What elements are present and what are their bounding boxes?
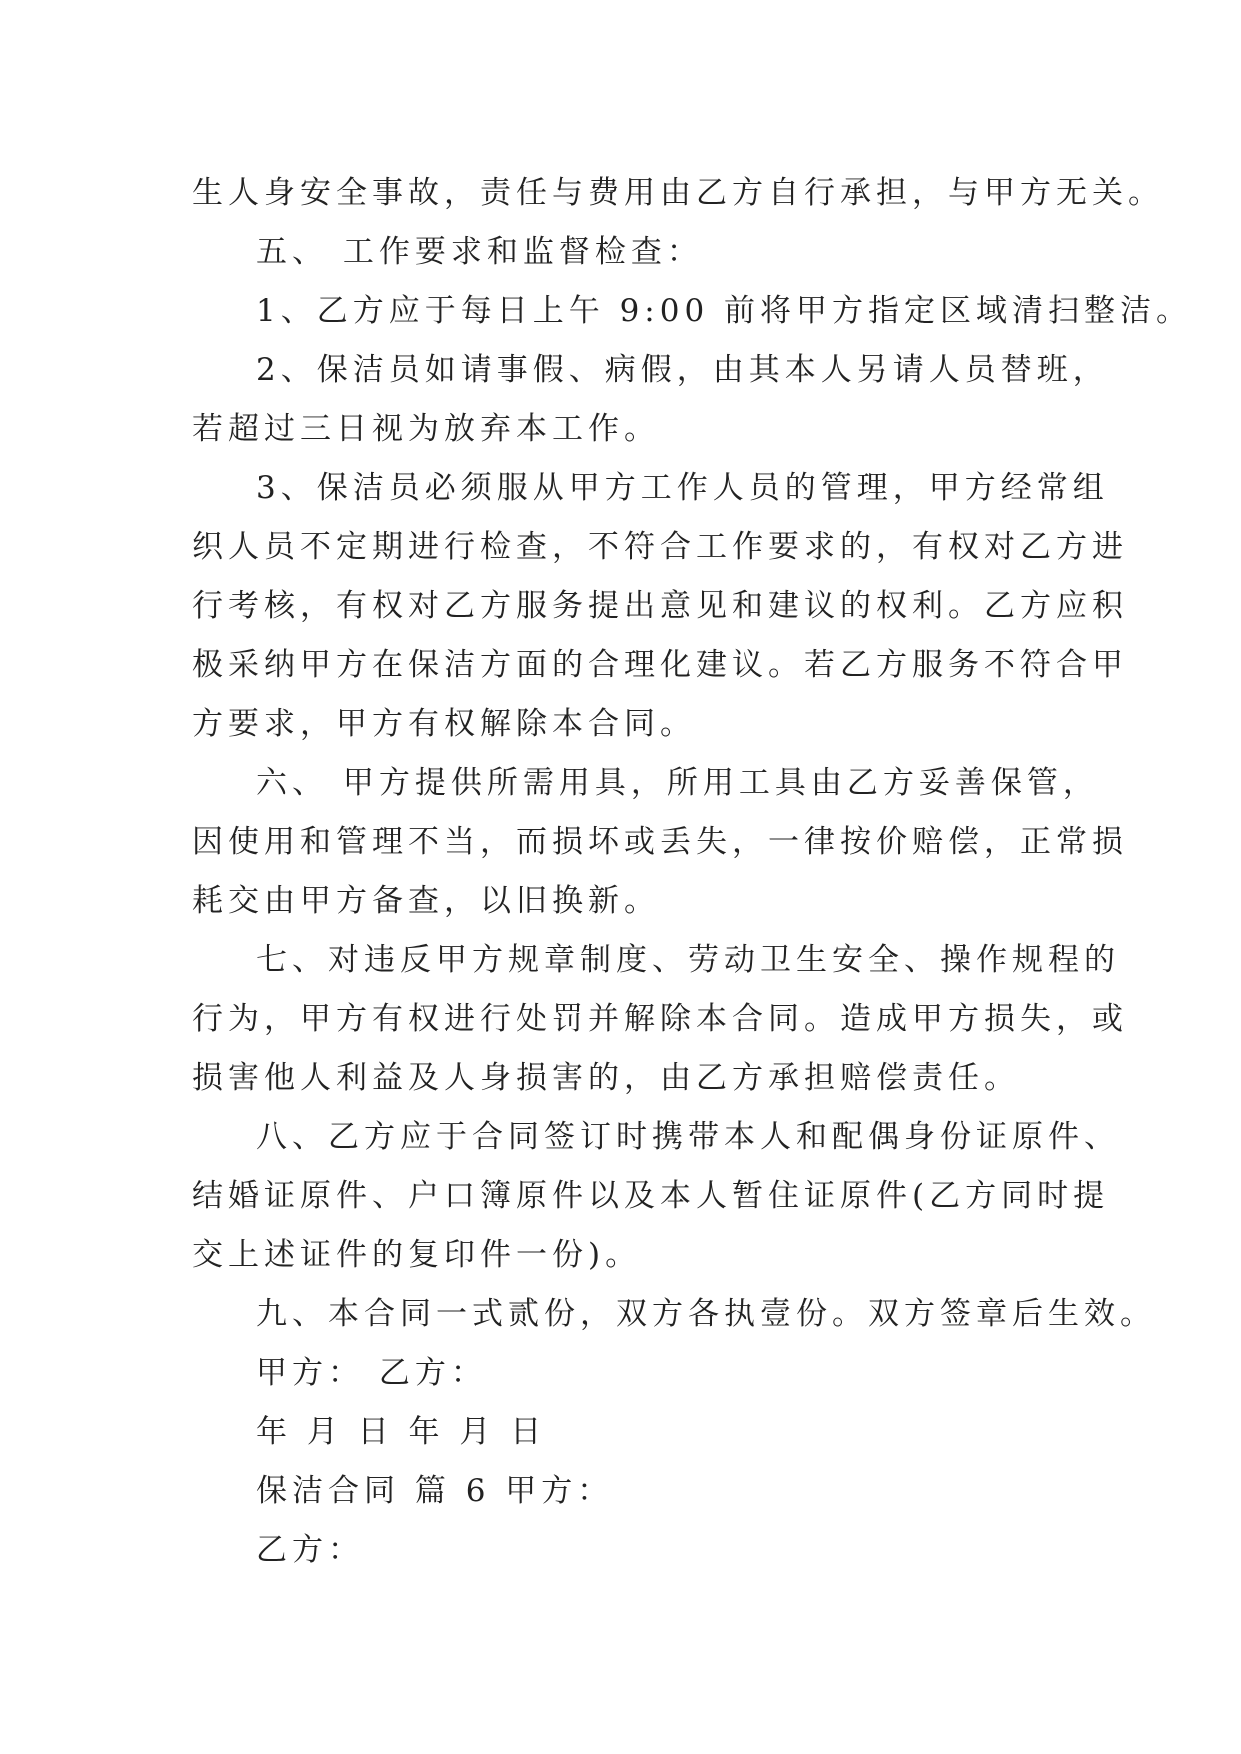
text-line: 织人员不定期进行检查，不符合工作要求的，有权对乙方进 bbox=[192, 529, 1128, 565]
text-line: 行为，甲方有权进行处罚并解除本合同。造成甲方损失，或 bbox=[192, 1001, 1128, 1037]
text-line: 方要求，甲方有权解除本合同。 bbox=[192, 706, 696, 742]
text-line: 极采纳甲方在保洁方面的合理化建议。若乙方服务不符合甲 bbox=[192, 647, 1128, 683]
document-body bbox=[192, 164, 1193, 1580]
text-line: 因使用和管理不当，而损坏或丢失，一律按价赔偿，正常损 bbox=[192, 824, 1128, 860]
text-line: 结婚证原件、户口簿原件以及本人暂住证原件(乙方同时提 bbox=[192, 1178, 1110, 1214]
text-line: 2、保洁员如请事假、病假，由其本人另请人员替班， bbox=[256, 352, 1109, 388]
section-heading: 九、本合同一式贰份，双方各执壹份。双方签章后生效。 bbox=[256, 1296, 1156, 1332]
text-line: 行考核，有权对乙方服务提出意见和建议的权利。乙方应积 bbox=[192, 588, 1128, 624]
text-line: 生人身安全事故，责任与费用由乙方自行承担，与甲方无关。 bbox=[192, 175, 1164, 211]
section-heading: 五、 工作要求和监督检查： bbox=[256, 234, 703, 270]
signature-dates: 年 月 日 年 月 日 bbox=[256, 1414, 547, 1450]
section-heading: 八、乙方应于合同签订时携带本人和配偶身份证原件、 bbox=[256, 1119, 1120, 1155]
text-line: 3、保洁员必须服从甲方工作人员的管理，甲方经常组 bbox=[256, 470, 1109, 506]
text-line: 1、乙方应于每日上午 9:00 前将甲方指定区域清扫整洁。 bbox=[256, 293, 1193, 329]
party-b-label: 乙方： bbox=[256, 1532, 364, 1568]
text-line: 耗交由甲方备查，以旧换新。 bbox=[192, 883, 660, 919]
text-line: 若超过三日视为放弃本工作。 bbox=[192, 411, 660, 447]
contract-title: 保洁合同 篇 6 甲方： bbox=[256, 1473, 614, 1509]
text-line: 损害他人利益及人身损害的，由乙方承担赔偿责任。 bbox=[192, 1060, 1020, 1096]
section-heading: 六、 甲方提供所需用具，所用工具由乙方妥善保管， bbox=[256, 765, 1099, 801]
section-heading: 七、对违反甲方规章制度、劳动卫生安全、操作规程的 bbox=[256, 942, 1120, 978]
signature-parties: 甲方： 乙方： bbox=[256, 1355, 487, 1391]
text-line: 交上述证件的复印件一份)。 bbox=[192, 1237, 642, 1273]
